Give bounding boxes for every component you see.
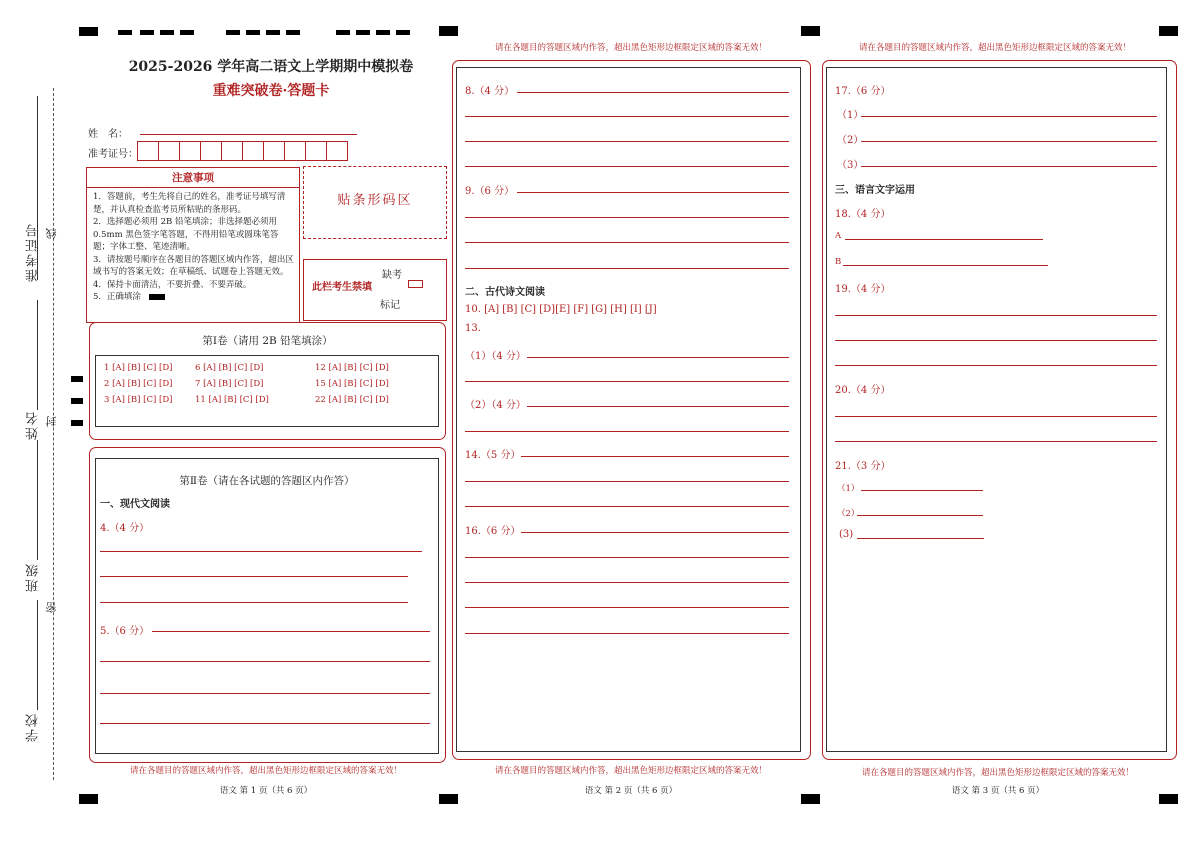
answer-line[interactable]	[465, 116, 789, 117]
binding-field-exam-no: 准考证号	[26, 222, 41, 282]
exam-no-box[interactable]	[263, 141, 285, 161]
answer-line[interactable]	[100, 551, 422, 552]
q13-1-label: （1）（4 分）	[465, 351, 526, 362]
exam-no-box[interactable]	[158, 141, 180, 161]
timing-mark	[71, 398, 83, 404]
answer-line[interactable]	[861, 166, 1157, 167]
part1-choices	[95, 355, 439, 427]
answer-line[interactable]	[835, 365, 1157, 366]
part1-box	[89, 322, 446, 440]
warning-text: 请在各题目的答题区域内作答，超出黑色矩形边框限定区域的答案无效！	[494, 766, 767, 776]
q20-label: 20.（4 分）	[835, 385, 891, 396]
exam-no-box[interactable]	[200, 141, 222, 161]
answer-line[interactable]	[465, 268, 789, 269]
notice-box	[86, 167, 300, 323]
answer-line[interactable]	[465, 582, 789, 583]
answer-line[interactable]	[517, 92, 789, 93]
answer-line[interactable]	[100, 661, 430, 662]
timing-mark	[226, 30, 240, 35]
notice-item: 2．选择题必须用 2B 铅笔填涂；非选择题必须用 0.5mm 黑色签字笔答题，不得用铅笔或圆珠笔答题；字体工整、笔迹清晰。	[93, 217, 279, 252]
binding-underline	[37, 300, 38, 410]
notice-item: 1．答题前，考生先将自己的姓名，准考证号填写清楚，并认真检查监考员所粘贴的条形码。	[93, 192, 286, 215]
notice-item: 5．正确填涂	[93, 292, 141, 302]
page-footer: 语文 第 1 页（共 6 页）	[219, 786, 313, 796]
q18-label: 18.（4 分）	[835, 209, 891, 220]
section1-heading: 一、现代文阅读	[100, 499, 170, 510]
answer-line[interactable]	[465, 141, 789, 142]
q17-label: 17.（6 分）	[835, 86, 891, 97]
section2-heading: 二、古代诗文阅读	[465, 287, 545, 298]
q4-label: 4.（4 分）	[100, 523, 150, 534]
answer-line[interactable]	[521, 532, 789, 533]
binding-underline	[37, 600, 38, 710]
binding-field-school: 学校	[26, 712, 41, 742]
part1-title: 第Ⅰ卷（请用 2B 铅笔填涂）	[202, 335, 333, 347]
answer-line[interactable]	[100, 723, 430, 724]
page3-outer-box	[822, 60, 1177, 760]
page3-inner-box	[826, 67, 1167, 752]
page2-outer-box	[452, 60, 811, 760]
timing-mark	[79, 27, 98, 36]
absent-checkbox[interactable]	[408, 280, 423, 288]
part2-inner	[95, 458, 439, 754]
answer-line[interactable]	[843, 265, 1048, 266]
notice-title: 注意事项	[87, 168, 299, 188]
answer-line[interactable]	[465, 633, 789, 634]
q19-label: 19.（4 分）	[835, 284, 891, 295]
answer-line[interactable]	[835, 315, 1157, 316]
timing-mark	[160, 30, 174, 35]
answer-line[interactable]	[527, 406, 789, 407]
exam-subtitle: 重难突破卷·答题卡	[212, 83, 330, 99]
binding-marker-line: 线	[45, 226, 58, 239]
page-footer: 语文 第 3 页（共 6 页）	[951, 786, 1045, 796]
timing-mark	[801, 26, 820, 36]
barcode-label: 贴条形码区	[337, 193, 413, 208]
timing-mark	[396, 30, 410, 35]
answer-line[interactable]	[517, 192, 789, 193]
q16-label: 16.（6 分）	[465, 526, 521, 537]
exam-title: 2025-2026 学年高二语文上学期期中模拟卷	[128, 59, 414, 75]
answer-line[interactable]	[465, 381, 789, 382]
exam-no-box[interactable]	[137, 141, 159, 161]
answer-line[interactable]	[465, 217, 789, 218]
binding-field-class: 班级	[26, 562, 41, 592]
binding-marker-seal: 封	[45, 414, 58, 427]
answer-line[interactable]	[465, 481, 789, 482]
answer-line[interactable]	[100, 693, 430, 694]
q17-3-label: （3）	[837, 160, 864, 171]
name-field[interactable]	[140, 134, 357, 135]
section3-heading: 三、语言文字运用	[835, 185, 915, 196]
absent-mark-bottom: 标记	[380, 300, 400, 311]
choice-row-11[interactable]: 11 [A] [B] [C] [D]	[195, 395, 269, 405]
choice-row-3[interactable]: 3 [A] [B] [C] [D]	[104, 395, 173, 405]
timing-mark	[1159, 26, 1178, 36]
absent-mark-top: 缺考	[382, 270, 402, 281]
exam-no-box[interactable]	[221, 141, 243, 161]
exam-no-box[interactable]	[284, 141, 306, 161]
q5-label: 5.（6 分）	[100, 626, 150, 637]
notice-item: 4．保持卡面清洁，不要折叠、不要弄破。	[93, 279, 252, 290]
timing-mark	[356, 30, 370, 35]
warning-text: 请在各题目的答题区域内作答，超出黑色矩形边框限定区域的答案无效！	[494, 43, 767, 53]
answer-line[interactable]	[465, 506, 789, 507]
answer-line[interactable]	[527, 357, 789, 358]
part2-box	[89, 447, 446, 763]
timing-mark	[71, 376, 83, 382]
answer-line[interactable]	[861, 490, 983, 491]
answer-line[interactable]	[465, 166, 789, 167]
answer-line[interactable]	[861, 141, 1157, 142]
q18-b-label: B	[835, 257, 842, 267]
warning-text: 请在各题目的答题区域内作答，超出黑色矩形边框限定区域的答案无效！	[858, 43, 1131, 53]
choice-row-1[interactable]: 1 [A] [B] [C] [D]	[104, 363, 173, 373]
answer-line[interactable]	[465, 607, 789, 608]
part2-title: 第Ⅱ卷（请在各试题的答题区内作答）	[179, 475, 355, 487]
answer-line[interactable]	[465, 557, 789, 558]
answer-line[interactable]	[835, 340, 1157, 341]
exam-no-boxes[interactable]	[138, 141, 348, 161]
q18-a-label: A	[835, 231, 842, 241]
exam-no-label: 准考证号：	[88, 149, 138, 160]
name-label: 姓 名：	[88, 129, 128, 140]
answer-line[interactable]	[857, 538, 984, 539]
barcode-area	[303, 166, 447, 239]
timing-mark	[439, 26, 458, 36]
answer-line[interactable]	[835, 416, 1157, 417]
answer-line[interactable]	[100, 576, 408, 577]
page-footer: 语文 第 2 页（共 6 页）	[584, 786, 678, 796]
answer-line[interactable]	[861, 116, 1157, 117]
timing-mark	[140, 30, 154, 35]
binding-marker-secret: 密	[45, 600, 58, 613]
timing-mark	[286, 30, 300, 35]
q21-3-label: (3)	[839, 529, 854, 540]
exam-no-box[interactable]	[242, 141, 264, 161]
exam-no-box[interactable]	[305, 141, 327, 161]
choice-row-22[interactable]: 22 [A] [B] [C] [D]	[315, 395, 389, 405]
fill-sample-icon	[149, 294, 165, 300]
warning-text: 请在各题目的答题区域内作答，超出黑色矩形边框限定区域的答案无效！	[129, 766, 402, 776]
q14-label: 14.（5 分）	[465, 450, 521, 461]
choice-row-6[interactable]: 6 [A] [B] [C] [D]	[195, 363, 264, 373]
q9-label: 9.（6 分）	[465, 186, 515, 197]
timing-mark	[376, 30, 390, 35]
q8-label: 8.（4 分）	[465, 86, 515, 97]
exam-no-box[interactable]	[326, 141, 348, 161]
q21-label: 21.（3 分）	[835, 461, 891, 472]
warning-text: 请在各题目的答题区域内作答，超出黑色矩形边框限定区域的答案无效！	[861, 768, 1134, 778]
q17-1-label: （1）	[837, 110, 864, 121]
answer-line[interactable]	[835, 441, 1157, 442]
timing-mark	[118, 30, 132, 35]
q10-choices[interactable]: 10. [A] [B] [C] [D][E] [F] [G] [H] [I] [J]	[465, 304, 657, 315]
absent-label: 此栏考生禁填	[312, 282, 372, 293]
notice-item: 3．请按题号顺序在各题目的答题区域内作答，超出区域书写的答案无效；在草稿纸、试题卷上答题无效。	[93, 254, 294, 277]
timing-mark	[246, 30, 260, 35]
q13-2-label: （2）（4 分）	[465, 400, 526, 411]
absent-box	[303, 259, 447, 321]
choice-row-2[interactable]: 2 [A] [B] [C] [D]	[104, 379, 173, 389]
answer-line[interactable]	[465, 242, 789, 243]
page2-inner-box	[456, 67, 801, 752]
q21-2-label: （2）	[837, 509, 860, 519]
choice-row-15[interactable]: 15 [A] [B] [C] [D]	[315, 379, 389, 389]
answer-line[interactable]	[465, 431, 789, 432]
answer-line[interactable]	[857, 515, 983, 516]
binding-underline	[37, 440, 38, 560]
timing-mark	[71, 420, 83, 426]
choice-row-12[interactable]: 12 [A] [B] [C] [D]	[315, 363, 389, 373]
answer-line[interactable]	[100, 602, 408, 603]
binding-dashed-line	[53, 88, 54, 780]
q13-label: 13.	[465, 323, 481, 334]
answer-line[interactable]	[152, 631, 430, 632]
choice-row-7[interactable]: 7 [A] [B] [C] [D]	[195, 379, 264, 389]
timing-mark	[266, 30, 280, 35]
q21-1-label: （1）	[837, 484, 860, 494]
timing-mark	[180, 30, 194, 35]
answer-line[interactable]	[845, 239, 1043, 240]
exam-no-box[interactable]	[179, 141, 201, 161]
timing-mark	[336, 30, 350, 35]
q17-2-label: （2）	[837, 135, 864, 146]
binding-field-name: 姓名	[26, 410, 41, 440]
answer-line[interactable]	[521, 456, 789, 457]
